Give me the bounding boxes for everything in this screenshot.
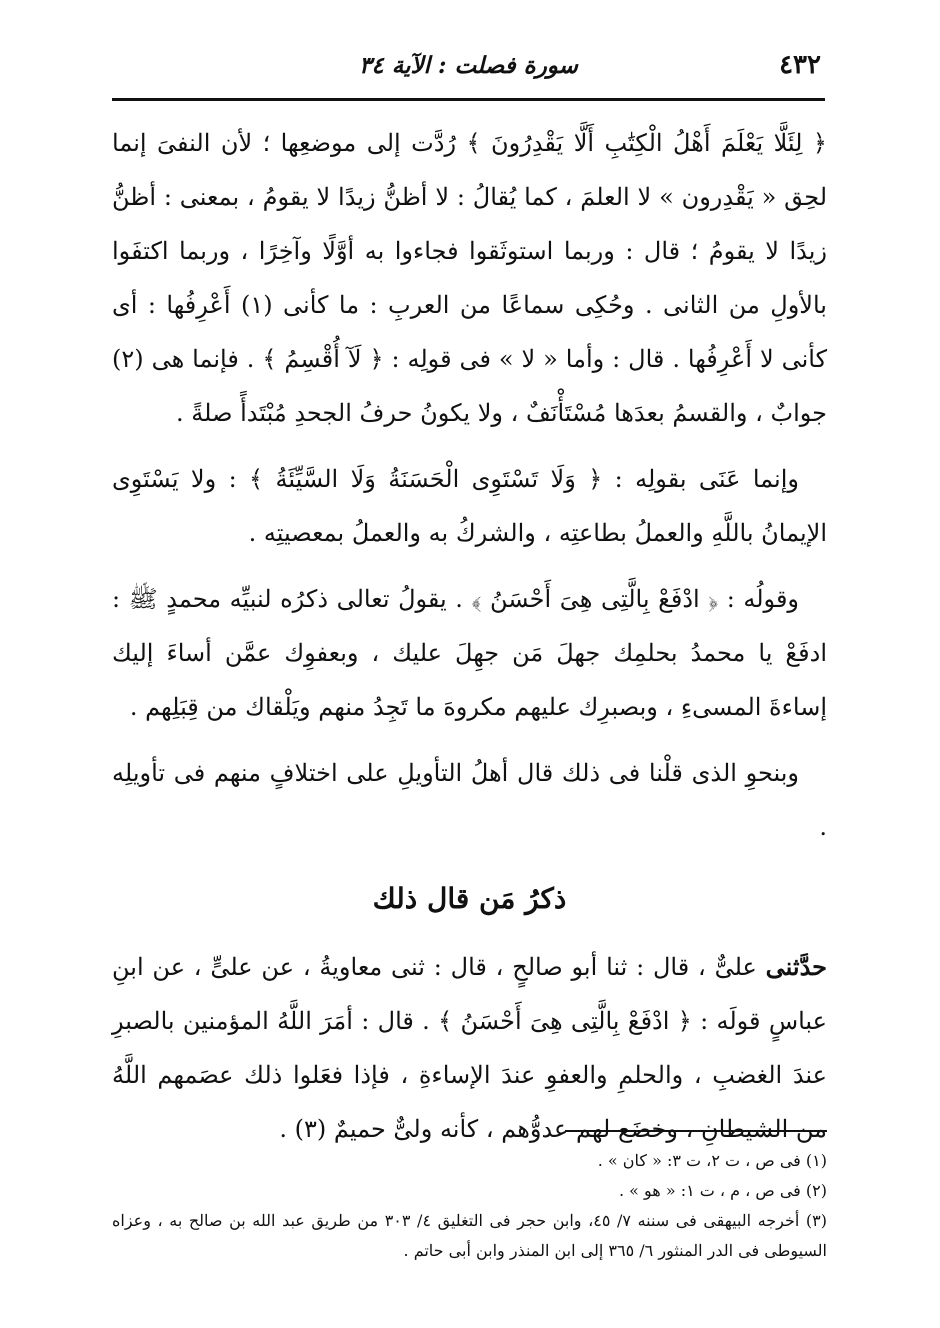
footnote: (٢) فى ص ، م ، ت ١: « هو » .: [618, 1181, 827, 1200]
narration-paragraph: [112, 940, 827, 1156]
paragraph: وقولُه : ﴿ ادْفَعْ بِالَّتِى هِىَ أَحْسَنُ ﴾ . يقولُ تعالى ذكرُه لنبيِّه محمدٍ ﷺ : ادفَعْ يا محمدُ بحلمِك جهلَ مَن جهِلَ عليك ، وبعفوِك عمَّن أساءَ إليك إساءةَ المسىءِ ، وبصبرِك عليهم مكروهَ ما تَجِدُ منهم ويَلْقاك من قِبَلِهم .: [112, 585, 827, 721]
footnote: (٣) أخرجه البيهقى فى سننه ٧/ ٤٥، وابن حجر فى التغليق ٤/ ٣٠٣ من طريق عبد الله بن صالح به ، وعزاه السيوطى فى الدر المنثور ٦/ ٣٦٥ إلى ابن المنذر وابن أبى حاتم .: [112, 1211, 827, 1260]
narration-lead: حدَّثنى: [765, 952, 827, 981]
paragraph: وبنحوِ الذى قلْنا فى ذلك قال أهلُ التأويلِ على اختلافٍ منهم فى تأويلِه .: [112, 759, 827, 841]
paragraph: ﴿ لِئَلَّا يَعْلَمَ أَهْلُ الْكِتَٰبِ أَلَّا يَقْدِرُونَ ﴾ رُدَّت إلى موضعِها ؛ لأن النفىَ إنما لحِق « يَقْدِرون » لا العلمَ ، كما يُقالُ : لا أظنُّ زيدًا لا يقومُ ، بمعنى : أظنُّ زيدًا لا يقومُ ؛ قال : وربما استوثَقوا فجاءوا به أوَّلًا وآخِرًا ، وربما اكتفَوا بالأولِ من الثانى . وحُكِى سماعًا من العربِ : ما كأنى (١) أَعْرِفُها : أى كأنى لا أَعْرِفُها . قال : وأما « لا » فى قولِه : ﴿ لَآ أُقْسِمُ ﴾ . فإنما هى (٢) جوابٌ ، والقسمُ بعدَها مُسْتَأْنَفٌ ، ولا يكونُ حرفُ الجحدِ مُبْتَدأً صلةً .: [112, 129, 827, 427]
page-header: [112, 40, 825, 101]
page-number: ٤٣٢: [779, 50, 821, 80]
narration-text: علىٌّ ، قال : ثنا أبو صالحٍ ، قال : ثنى معاويةُ ، عن علىٍّ ، عن ابنِ عباسٍ قولَه : ﴿ ادْفَعْ بِالَّتِى هِىَ أَحْسَنُ ﴾ . قال : أمَرَ اللَّهُ المؤمنين بالصبرِ عندَ الغضبِ ، والحلمِ والعفوِ عندَ الإساءةِ ، فإذا فعَلوا ذلك عصَمهم اللَّهُ من الشيطانِ ، وخضَع لهم عدوُّهم ، كأنه ولىٌّ حميمٌ (٣) .: [112, 953, 827, 1143]
footnotes: [112, 1146, 827, 1266]
footnote: (١) فى ص ، ت ٢، ت ٣: « كان » .: [597, 1151, 827, 1170]
paragraph: وإنما عَنَى بقولِه : ﴿ وَلَا تَسْتَوِى الْحَسَنَةُ وَلَا السَّيِّئَةُ ﴾ : ولا يَسْتَوِى الإيمانُ باللَّهِ والعملُ بطاعتِه ، والشركُ به والعملُ بمعصيتِه .: [112, 465, 827, 547]
section-heading: ذكرُ مَن قال ذلك: [372, 882, 567, 915]
main-text: [112, 116, 827, 1168]
footnote-divider: [565, 1130, 827, 1132]
running-title: سورة فصلت : الآية ٣٤: [359, 52, 578, 79]
